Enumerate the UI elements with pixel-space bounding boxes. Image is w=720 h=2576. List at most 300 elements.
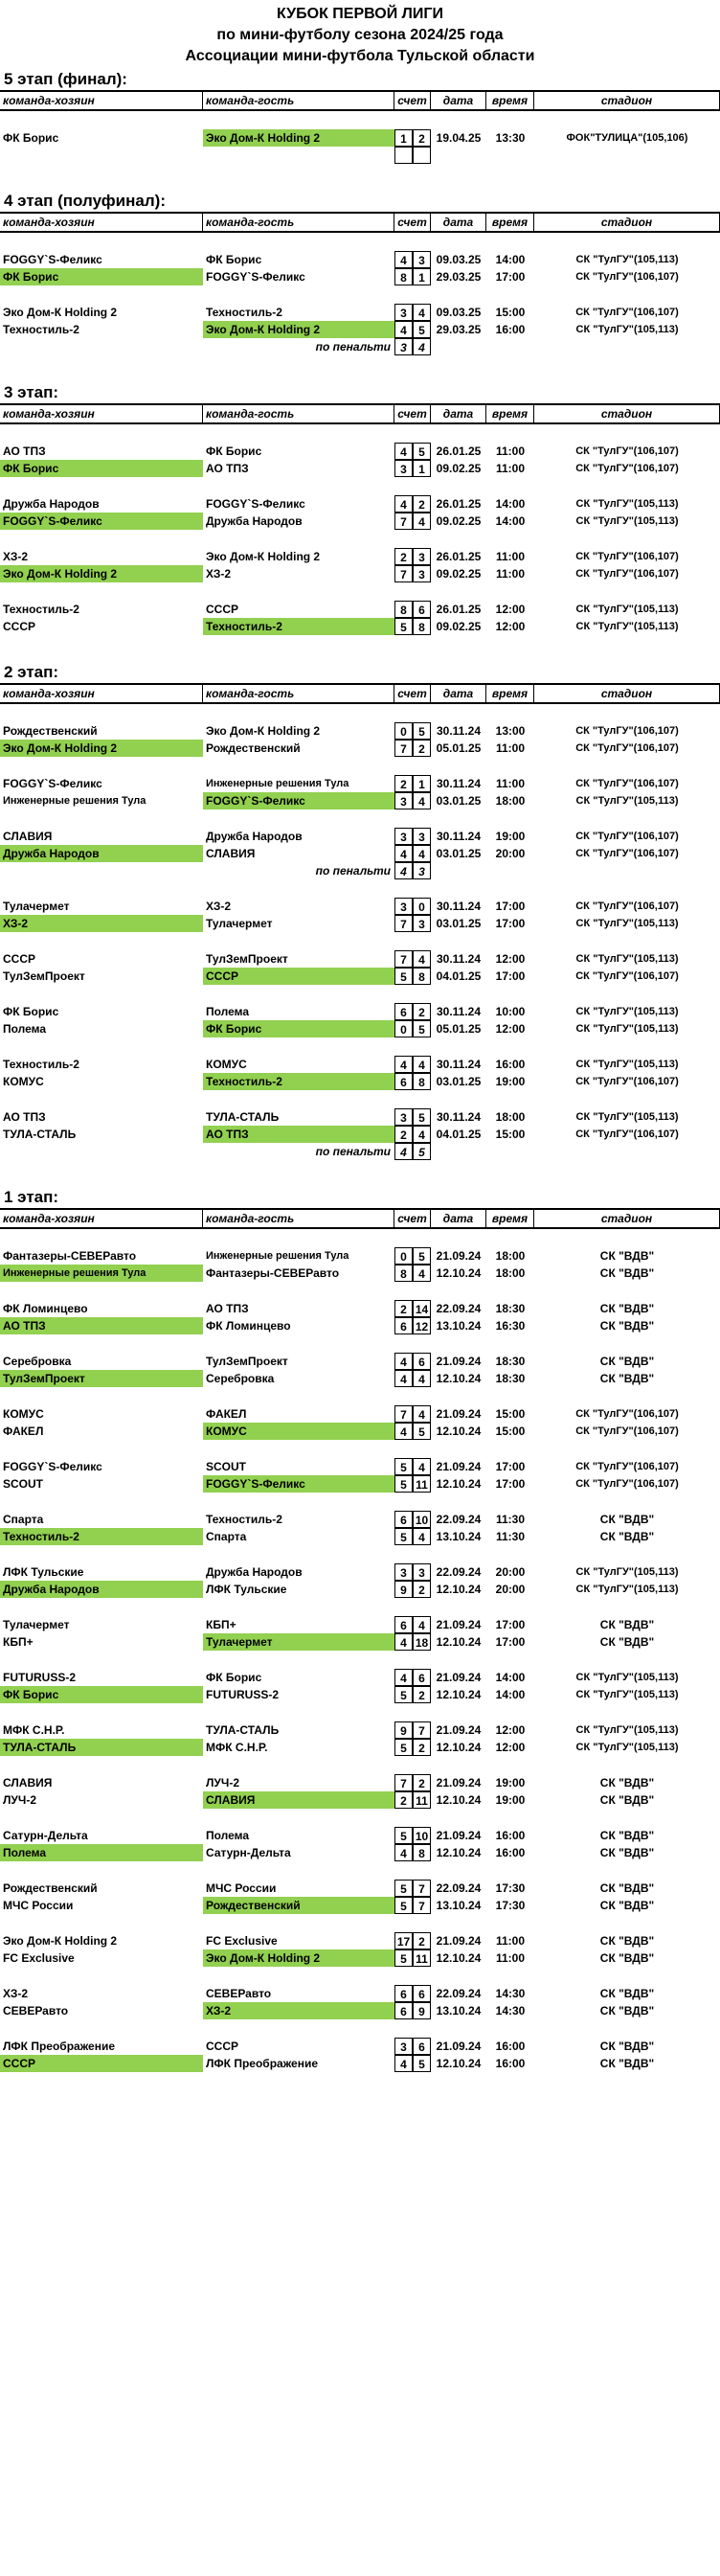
home-score: 3 [394, 898, 413, 915]
match-time: 17:00 [495, 270, 526, 284]
match-pair [0, 722, 720, 757]
guest-score: 4 [413, 845, 431, 862]
home-team: МЧС России [3, 1899, 74, 1912]
penalty-row [0, 862, 720, 879]
penalty-row [0, 338, 720, 355]
match-stadium: СК "ВДВ" [599, 1266, 655, 1280]
score-cell [394, 321, 431, 338]
score-cell [394, 618, 431, 635]
guest-score: 3 [413, 251, 431, 268]
match-stadium: СК "ТулГУ"(106,107) [575, 271, 679, 283]
home-team: Техностиль-2 [3, 323, 79, 336]
guest-team: Дружба Народов [206, 514, 303, 528]
home-team: Сатурн-Дельта [3, 1829, 88, 1842]
guest-score: 3 [413, 1563, 431, 1581]
score-cell [394, 1949, 431, 1967]
guest-score: 2 [413, 740, 431, 757]
penalty-home: 4 [394, 1143, 413, 1160]
match-date: 21.09.24 [436, 1249, 482, 1263]
home-score: 9 [394, 1721, 413, 1739]
match-stadium: СК "ТулГУ"(106,107) [575, 970, 679, 982]
header-date: дата [431, 405, 486, 422]
match-time: 12:00 [495, 1741, 526, 1754]
score-cell [394, 1370, 431, 1387]
column-header-row [0, 92, 720, 111]
match-date: 09.03.25 [436, 253, 482, 266]
score-cell [394, 1633, 431, 1651]
guest-team: FUTURUSS-2 [206, 1688, 280, 1701]
stage-section [0, 191, 720, 355]
guest-team: SCOUT [206, 1460, 246, 1473]
guest-team: АО ТПЗ [206, 1302, 249, 1315]
home-team: ФК Борис [3, 131, 59, 145]
header-date: дата [431, 92, 486, 109]
home-team: КБП+ [3, 1635, 34, 1649]
score-cell [394, 1528, 431, 1545]
guest-team: СЕВЕРавто [206, 1987, 272, 2000]
header-guest: команда-гость [203, 1210, 394, 1227]
home-score: 6 [394, 1073, 413, 1090]
match-date: 22.09.24 [436, 1987, 482, 2000]
score-cell [394, 1686, 431, 1703]
match-time: 11:00 [495, 445, 526, 458]
match-date: 21.09.24 [436, 1723, 482, 1737]
match-time: 19:00 [495, 830, 526, 843]
match-stadium: СК "ВДВ" [599, 1530, 655, 1543]
match-stadium: СК "ТулГУ"(105,113) [575, 515, 679, 527]
guest-score: 2 [413, 129, 431, 147]
match-row [0, 1458, 720, 1475]
guest-score: 4 [413, 1616, 431, 1633]
match-date: 29.03.25 [436, 270, 482, 284]
home-team: Дружба Народов [0, 1581, 203, 1598]
match-date: 22.09.24 [436, 1513, 482, 1526]
guest-team: ТУЛА-СТАЛЬ [206, 1110, 280, 1124]
match-stadium: СК "ТулГУ"(106,107) [575, 1425, 679, 1437]
match-date: 21.09.24 [436, 1618, 482, 1631]
guest-team: КОМУС [203, 1423, 394, 1440]
match-row [0, 495, 720, 513]
match-stadium: СК "ТулГУ"(106,107) [575, 1076, 679, 1087]
home-team: ФК Борис [3, 1005, 59, 1018]
match-stadium: СК "ВДВ" [599, 1618, 655, 1631]
score-cell [394, 845, 431, 862]
guest-team: Техностиль-2 [206, 306, 282, 319]
match-row [0, 1423, 720, 1440]
guest-team: ТулЗемПроект [206, 952, 288, 966]
match-date: 26.01.25 [436, 603, 482, 616]
score-cell [394, 1020, 431, 1037]
match-row [0, 1581, 720, 1598]
home-team: ФАКЕЛ [3, 1425, 44, 1438]
guest-team: ЛФК Тульские [206, 1583, 287, 1596]
score-cell [394, 268, 431, 285]
match-row [0, 1108, 720, 1126]
match-time: 12:00 [495, 952, 526, 966]
header-date: дата [431, 685, 486, 702]
match-row [0, 2055, 720, 2072]
match-date: 12.10.24 [436, 1477, 482, 1491]
guest-team: ЛФК Преображение [206, 2057, 319, 2070]
stage-section [0, 1187, 720, 2072]
score-cell [394, 1056, 431, 1073]
home-score: 3 [394, 304, 413, 321]
home-team: FOGGY`S-Феликс [3, 1460, 102, 1473]
match-time: 16:00 [495, 1846, 526, 1859]
match-date: 30.11.24 [436, 952, 482, 966]
home-team: СЛАВИЯ [3, 1776, 53, 1790]
match-date: 12.10.24 [436, 1741, 482, 1754]
score-cell [394, 1739, 431, 1756]
score-cell [394, 792, 431, 809]
guest-team: МЧС России [206, 1881, 277, 1895]
home-team: Инженерные решения Тула [3, 795, 146, 807]
guest-score: 5 [413, 1108, 431, 1126]
match-stadium: СК "ВДВ" [599, 1793, 655, 1807]
match-row [0, 1669, 720, 1686]
match-stadium: СК "ТулГУ"(106,107) [575, 1461, 679, 1472]
guest-team: FC Exclusive [206, 1934, 278, 1948]
match-stadium: СК "ВДВ" [599, 1372, 655, 1385]
stage-section [0, 382, 720, 635]
home-team: Эко Дом-К Holding 2 [0, 565, 203, 582]
score-cell [394, 1247, 431, 1265]
match-row [0, 1405, 720, 1423]
match-date: 30.11.24 [436, 900, 482, 913]
guest-score: 10 [413, 1511, 431, 1528]
match-date: 03.01.25 [436, 917, 482, 930]
header-score: счет [394, 405, 431, 422]
match-stadium: СК "ТулГУ"(105,113) [575, 1742, 679, 1753]
guest-team: ФК Ломинцево [206, 1319, 291, 1333]
home-score: 7 [394, 915, 413, 932]
score-cell [394, 565, 431, 582]
guest-score: 11 [413, 1791, 431, 1809]
home-team: Тулачермет [3, 900, 70, 913]
home-team: Рождественский [3, 1881, 98, 1895]
guest-team: FOGGY`S-Феликс [206, 497, 305, 511]
penalty-score [394, 862, 431, 879]
match-pair [0, 775, 720, 809]
guest-score: 2 [413, 1739, 431, 1756]
match-time: 11:30 [495, 1513, 526, 1526]
match-pair [0, 1932, 720, 1967]
match-stadium: СК "ТулГУ"(106,107) [575, 463, 679, 474]
match-time: 20:00 [495, 1583, 526, 1596]
match-time: 18:30 [495, 1302, 526, 1315]
match-row [0, 268, 720, 285]
guest-score: 10 [413, 1827, 431, 1844]
match-pair [0, 1056, 720, 1090]
score-cell [394, 950, 431, 968]
header-time: время [486, 1210, 534, 1227]
score-cell [394, 1265, 431, 1282]
home-team: Спарта [3, 1513, 44, 1526]
match-pair [0, 1669, 720, 1703]
match-row [0, 1739, 720, 1756]
home-score: 3 [394, 792, 413, 809]
match-date: 29.03.25 [436, 323, 482, 336]
guest-score: 6 [413, 1353, 431, 1370]
match-stadium: СК "ВДВ" [599, 1934, 655, 1948]
home-score: 6 [394, 1511, 413, 1528]
home-team: FOGGY`S-Феликс [3, 777, 102, 790]
score-cell [394, 1774, 431, 1791]
match-time: 17:00 [495, 1635, 526, 1649]
header-stadium: стадион [534, 1210, 720, 1227]
match-stadium [534, 147, 720, 164]
match-date: 09.02.25 [436, 620, 482, 633]
match-row [0, 1721, 720, 1739]
guest-team: Дружба Народов [206, 830, 303, 843]
match-stadium: СК "ТулГУ"(106,107) [575, 307, 679, 318]
match-pair [0, 495, 720, 530]
home-score: 4 [394, 2055, 413, 2072]
guest-team: FOGGY`S-Феликс [203, 792, 394, 809]
guest-score: 4 [413, 1528, 431, 1545]
guest-score: 4 [413, 1056, 431, 1073]
home-score: 4 [394, 1844, 413, 1861]
match-date: 21.09.24 [436, 2040, 482, 2053]
home-team: FC Exclusive [3, 1951, 75, 1965]
guest-score: 3 [413, 828, 431, 845]
match-date: 09.02.25 [436, 462, 482, 475]
guest-score: 18 [413, 1633, 431, 1651]
match-pair [0, 1563, 720, 1598]
match-date: 21.09.24 [436, 1829, 482, 1842]
match-row [0, 601, 720, 618]
home-team: МФК С.Н.Р. [3, 1723, 65, 1737]
match-pair [0, 548, 720, 582]
score-cell [394, 513, 431, 530]
guest-team: FOGGY`S-Феликс [203, 1475, 394, 1493]
guest-score: 5 [413, 443, 431, 460]
guest-score: 4 [413, 1458, 431, 1475]
match-date: 26.01.25 [436, 550, 482, 563]
guest-score: 7 [413, 1880, 431, 1897]
title-line-2: по мини-футболу сезона 2024/25 года [216, 27, 504, 43]
match-date: 30.11.24 [436, 777, 482, 790]
match-row [0, 1247, 720, 1265]
match-date: 21.09.24 [436, 1460, 482, 1473]
guest-team: Эко Дом-К Holding 2 [203, 1949, 394, 1967]
home-score: 6 [394, 1985, 413, 2002]
guest-team: ФК Борис [206, 445, 262, 458]
match-stadium: СК "ВДВ" [599, 1302, 655, 1315]
home-score: 5 [394, 1880, 413, 1897]
score-cell [394, 1827, 431, 1844]
home-score: 4 [394, 1423, 413, 1440]
guest-score: 11 [413, 1949, 431, 1967]
guest-score: 6 [413, 601, 431, 618]
home-score: 8 [394, 268, 413, 285]
guest-team: ЛУЧ-2 [206, 1776, 239, 1790]
match-row [0, 1300, 720, 1317]
match-date: 09.02.25 [436, 514, 482, 528]
match-date: 04.01.25 [436, 969, 482, 983]
match-stadium: СК "ВДВ" [599, 2004, 655, 2017]
match-stadium: СК "ВДВ" [599, 1881, 655, 1895]
match-time: 20:00 [495, 847, 526, 860]
home-score: 4 [394, 321, 413, 338]
match-time: 17:00 [495, 917, 526, 930]
match-row [0, 1616, 720, 1633]
match-row [0, 1056, 720, 1073]
match-row [0, 618, 720, 635]
match-stadium: СК "ТулГУ"(105,113) [575, 324, 679, 335]
home-score: 7 [394, 740, 413, 757]
match-time: 16:00 [495, 323, 526, 336]
home-score: 6 [394, 1003, 413, 1020]
score-cell [394, 1353, 431, 1370]
header-score: счет [394, 92, 431, 109]
match-date: 30.11.24 [436, 1005, 482, 1018]
match-date: 12.10.24 [436, 1793, 482, 1807]
match-time: 17:00 [495, 1460, 526, 1473]
home-score: 7 [394, 513, 413, 530]
match-time: 14:00 [495, 253, 526, 266]
match-time: 12:00 [495, 1723, 526, 1737]
match-date: 22.09.24 [436, 1565, 482, 1579]
match-pair [0, 1985, 720, 2019]
home-team: СССР [0, 2055, 203, 2072]
home-score: 4 [394, 1669, 413, 1686]
penalty-home: 4 [394, 862, 413, 879]
match-pair [0, 1108, 720, 1160]
match-row [0, 1844, 720, 1861]
header-time: время [486, 405, 534, 422]
guest-team: Тулачермет [206, 917, 273, 930]
guest-score: 6 [413, 1985, 431, 2002]
home-team: Инженерные решения Тула [0, 1265, 203, 1282]
score-cell [394, 1563, 431, 1581]
guest-team: Техностиль-2 [206, 1513, 282, 1526]
score-cell [394, 1985, 431, 2002]
score-cell [394, 1317, 431, 1334]
match-row [0, 1949, 720, 1967]
header-home: команда-хозяин [0, 214, 203, 231]
home-score: 2 [394, 1126, 413, 1143]
match-row [0, 513, 720, 530]
match-date: 05.01.25 [436, 741, 482, 755]
home-team: СССР [3, 952, 36, 966]
match-stadium: СК "ВДВ" [599, 2057, 655, 2070]
home-score: 5 [394, 1827, 413, 1844]
guest-team: АО ТПЗ [203, 1126, 394, 1143]
stages-container [0, 69, 720, 2072]
match-stadium: СК "ВДВ" [599, 1899, 655, 1912]
match-time: 19:00 [495, 1075, 526, 1088]
score-cell [394, 1126, 431, 1143]
guest-score: 14 [413, 1300, 431, 1317]
match-stadium: СК "ТулГУ"(106,107) [575, 551, 679, 562]
match-row [0, 1126, 720, 1143]
match-time: 14:00 [495, 497, 526, 511]
guest-team: Инженерные решения Тула [206, 1250, 349, 1262]
guest-team: СЛАВИЯ [203, 1791, 394, 1809]
home-score: 3 [394, 2038, 413, 2055]
score-cell [394, 1423, 431, 1440]
guest-score: 6 [413, 2038, 431, 2055]
match-row [0, 1528, 720, 1545]
guest-team: ХЗ-2 [206, 567, 232, 581]
score-cell [394, 2055, 431, 2072]
match-row [0, 1985, 720, 2002]
column-header-row [0, 214, 720, 233]
guest-team: ТУЛА-СТАЛЬ [206, 1723, 280, 1737]
match-time: 13:30 [495, 131, 526, 145]
home-score: 2 [394, 1300, 413, 1317]
match-pair [0, 1353, 720, 1387]
match-stadium: СК "ТулГУ"(105,113) [575, 795, 679, 807]
home-score [394, 147, 413, 164]
match-date: 12.10.24 [436, 1951, 482, 1965]
header-stadium: стадион [534, 685, 720, 702]
match-stadium: СК "ВДВ" [599, 1951, 655, 1965]
score-cell [394, 1880, 431, 1897]
stage-title: 1 этап: [0, 1187, 720, 1210]
match-pair [0, 898, 720, 932]
match-time: 19:00 [495, 1793, 526, 1807]
match-stadium: СК "ТулГУ"(105,113) [575, 621, 679, 632]
home-score: 5 [394, 1949, 413, 1967]
home-team: АО ТПЗ [3, 1110, 46, 1124]
match-pair [0, 1827, 720, 1861]
match-date: 13.10.24 [436, 1530, 482, 1543]
score-cell [394, 1458, 431, 1475]
score-cell [394, 740, 431, 757]
penalty-guest: 3 [413, 862, 431, 879]
match-time: 19:00 [495, 1776, 526, 1790]
guest-score: 11 [413, 1475, 431, 1493]
score-cell [394, 1405, 431, 1423]
stage-section [0, 69, 720, 164]
match-stadium: СК "ВДВ" [599, 1319, 655, 1333]
match-date: 05.01.25 [436, 1022, 482, 1036]
home-score: 0 [394, 1247, 413, 1265]
score-cell [394, 775, 431, 792]
score-cell [394, 1932, 431, 1949]
match-row [0, 443, 720, 460]
guest-team: КБП+ [206, 1618, 236, 1631]
home-score: 2 [394, 548, 413, 565]
match-date: 12.10.24 [436, 1266, 482, 1280]
home-team: Дружба Народов [0, 845, 203, 862]
home-team: СЕВЕРавто [3, 2004, 69, 2017]
match-date: 30.11.24 [436, 830, 482, 843]
match-pair [0, 2038, 720, 2072]
match-row [0, 775, 720, 792]
guest-team: Серебровка [206, 1372, 275, 1385]
match-stadium: СК "ТулГУ"(105,113) [575, 1584, 679, 1595]
guest-team: Техностиль-2 [203, 618, 394, 635]
guest-team: ХЗ-2 [206, 900, 232, 913]
header-home: команда-хозяин [0, 685, 203, 702]
guest-score: 4 [413, 792, 431, 809]
match-row [0, 1686, 720, 1703]
match-date: 26.01.25 [436, 445, 482, 458]
guest-team: ТулЗемПроект [206, 1355, 288, 1368]
home-team: ТулЗемПроект [3, 969, 85, 983]
match-row [0, 1511, 720, 1528]
guest-score: 12 [413, 1317, 431, 1334]
match-row [0, 1003, 720, 1020]
guest-score [413, 147, 431, 164]
match-row [0, 129, 720, 147]
guest-score: 4 [413, 1265, 431, 1282]
match-time: 17:00 [495, 900, 526, 913]
guest-score: 8 [413, 618, 431, 635]
